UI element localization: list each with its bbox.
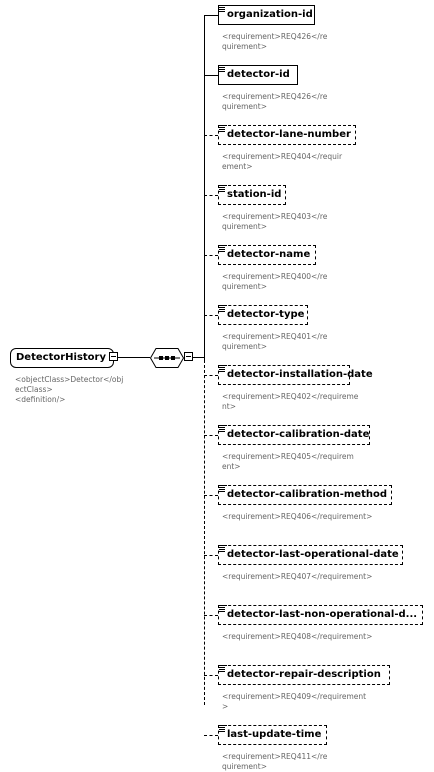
documentation-icon: [219, 245, 227, 254]
child-element-label: detector-last-non-operational-d...: [227, 609, 418, 620]
child-annotation-line: <requirement>REQ403</re: [222, 212, 328, 221]
child-annotation-line: <requirement>REQ402</requireme: [222, 392, 359, 401]
child-annotation-line: nt>: [222, 402, 236, 411]
child-element-box[interactable]: [218, 5, 315, 25]
child-annotation-line: quirement>: [222, 222, 268, 231]
documentation-icon: [219, 485, 227, 494]
child-connector: [204, 735, 218, 736]
child-annotation: [222, 212, 342, 232]
documentation-icon: [219, 125, 227, 134]
child-element-box[interactable]: [218, 305, 308, 325]
child-element-box[interactable]: [218, 725, 327, 745]
child-annotation-line: <requirement>REQ406</requirement>: [222, 512, 373, 521]
child-connector: [204, 495, 218, 496]
child-annotation: [222, 272, 342, 292]
documentation-icon: [219, 425, 227, 434]
child-connector: [204, 675, 218, 676]
child-annotation-line: <requirement>REQ401</re: [222, 332, 328, 341]
child-annotation-line: >: [222, 702, 229, 711]
child-annotation-line: ent>: [222, 462, 241, 471]
child-annotation: [222, 32, 342, 52]
documentation-icon: [219, 305, 227, 314]
child-annotation: [222, 392, 359, 412]
child-connector: [204, 75, 218, 76]
child-annotation: [222, 632, 373, 642]
child-annotation-line: <requirement>REQ400</re: [222, 272, 328, 281]
child-annotation-line: <requirement>REQ426</re: [222, 92, 328, 101]
child-annotation-line: ement>: [222, 162, 253, 171]
child-annotation-line: quirement>: [222, 42, 268, 51]
documentation-icon: [219, 365, 227, 374]
root-element-label: DetectorHistory: [16, 352, 107, 363]
child-element-label: detector-calibration-date: [227, 429, 370, 440]
child-connector: [204, 435, 218, 436]
child-annotation-line: <requirement>REQ408</requirement>: [222, 632, 373, 641]
child-annotation-line: quirement>: [222, 282, 268, 291]
child-annotation-line: <requirement>REQ409</requirement: [222, 692, 367, 701]
child-element-box[interactable]: [218, 425, 370, 445]
root-element-box[interactable]: [10, 348, 114, 368]
child-element-box[interactable]: [218, 605, 423, 625]
child-annotation-line: <requirement>REQ411</re: [222, 752, 328, 761]
sequence-to-trunk-connector: [193, 357, 204, 358]
child-connector: [204, 555, 218, 556]
sequence-compositor-icon[interactable]: [150, 348, 184, 368]
child-annotation-line: <requirement>REQ407</requirement>: [222, 572, 373, 581]
documentation-icon: [219, 545, 227, 554]
root-annotation-line: ectClass>: [15, 385, 53, 394]
child-annotation-line: quirement>: [222, 762, 268, 771]
trunk-line-dashed: [204, 360, 205, 705]
child-element-label: organization-id: [227, 9, 313, 20]
child-element-label: detector-installation-date: [227, 369, 373, 380]
child-connector: [204, 315, 218, 316]
root-collapse-toggle[interactable]: [109, 352, 118, 361]
child-element-label: detector-name: [227, 249, 311, 260]
child-element-label: detector-repair-description: [227, 669, 381, 680]
documentation-icon: [219, 605, 227, 614]
documentation-icon: [219, 5, 227, 14]
child-connector: [204, 15, 218, 16]
child-element-box[interactable]: [218, 125, 356, 145]
child-element-label: detector-lane-number: [227, 129, 351, 140]
child-element-label: detector-last-operational-date: [227, 549, 399, 560]
root-annotation-line: <objectClass>Detector</obj: [15, 375, 124, 384]
child-element-label: detector-calibration-method: [227, 489, 388, 500]
child-annotation: [222, 512, 373, 522]
documentation-icon: [219, 665, 227, 674]
documentation-icon: [219, 65, 227, 74]
child-annotation: [222, 92, 342, 112]
child-element-box[interactable]: [218, 185, 286, 205]
child-connector: [204, 375, 218, 376]
root-annotation-line: <definition/>: [15, 395, 66, 404]
child-annotation: [222, 752, 342, 772]
child-connector: [204, 135, 218, 136]
child-annotation-line: quirement>: [222, 102, 268, 111]
child-element-label: last-update-time: [227, 729, 322, 740]
child-connector: [204, 195, 218, 196]
child-element-box[interactable]: [218, 365, 373, 385]
root-annotation: [15, 375, 135, 405]
child-element-box[interactable]: [218, 65, 298, 85]
child-annotation: [222, 692, 367, 712]
child-connector: [204, 615, 218, 616]
child-annotation: [222, 572, 373, 582]
child-element-box[interactable]: [218, 485, 392, 505]
child-element-label: station-id: [227, 189, 282, 200]
child-element-box[interactable]: [218, 545, 403, 565]
child-element-box[interactable]: [218, 245, 316, 265]
child-annotation: [222, 332, 342, 352]
child-annotation-line: quirement>: [222, 342, 268, 351]
trunk-line: [204, 15, 205, 360]
child-annotation-line: <requirement>REQ405</requirem: [222, 452, 354, 461]
child-element-label: detector-id: [227, 69, 290, 80]
documentation-icon: [219, 185, 227, 194]
sequence-collapse-toggle[interactable]: [184, 352, 193, 361]
child-annotation-line: <requirement>REQ426</re: [222, 32, 328, 41]
child-element-label: detector-type: [227, 309, 305, 320]
child-annotation: [222, 452, 354, 472]
child-element-box[interactable]: [218, 665, 390, 685]
child-annotation-line: <requirement>REQ404</requir: [222, 152, 343, 161]
child-connector: [204, 255, 218, 256]
root-to-sequence-connector: [118, 357, 150, 358]
documentation-icon: [219, 725, 227, 734]
child-annotation: [222, 152, 342, 172]
